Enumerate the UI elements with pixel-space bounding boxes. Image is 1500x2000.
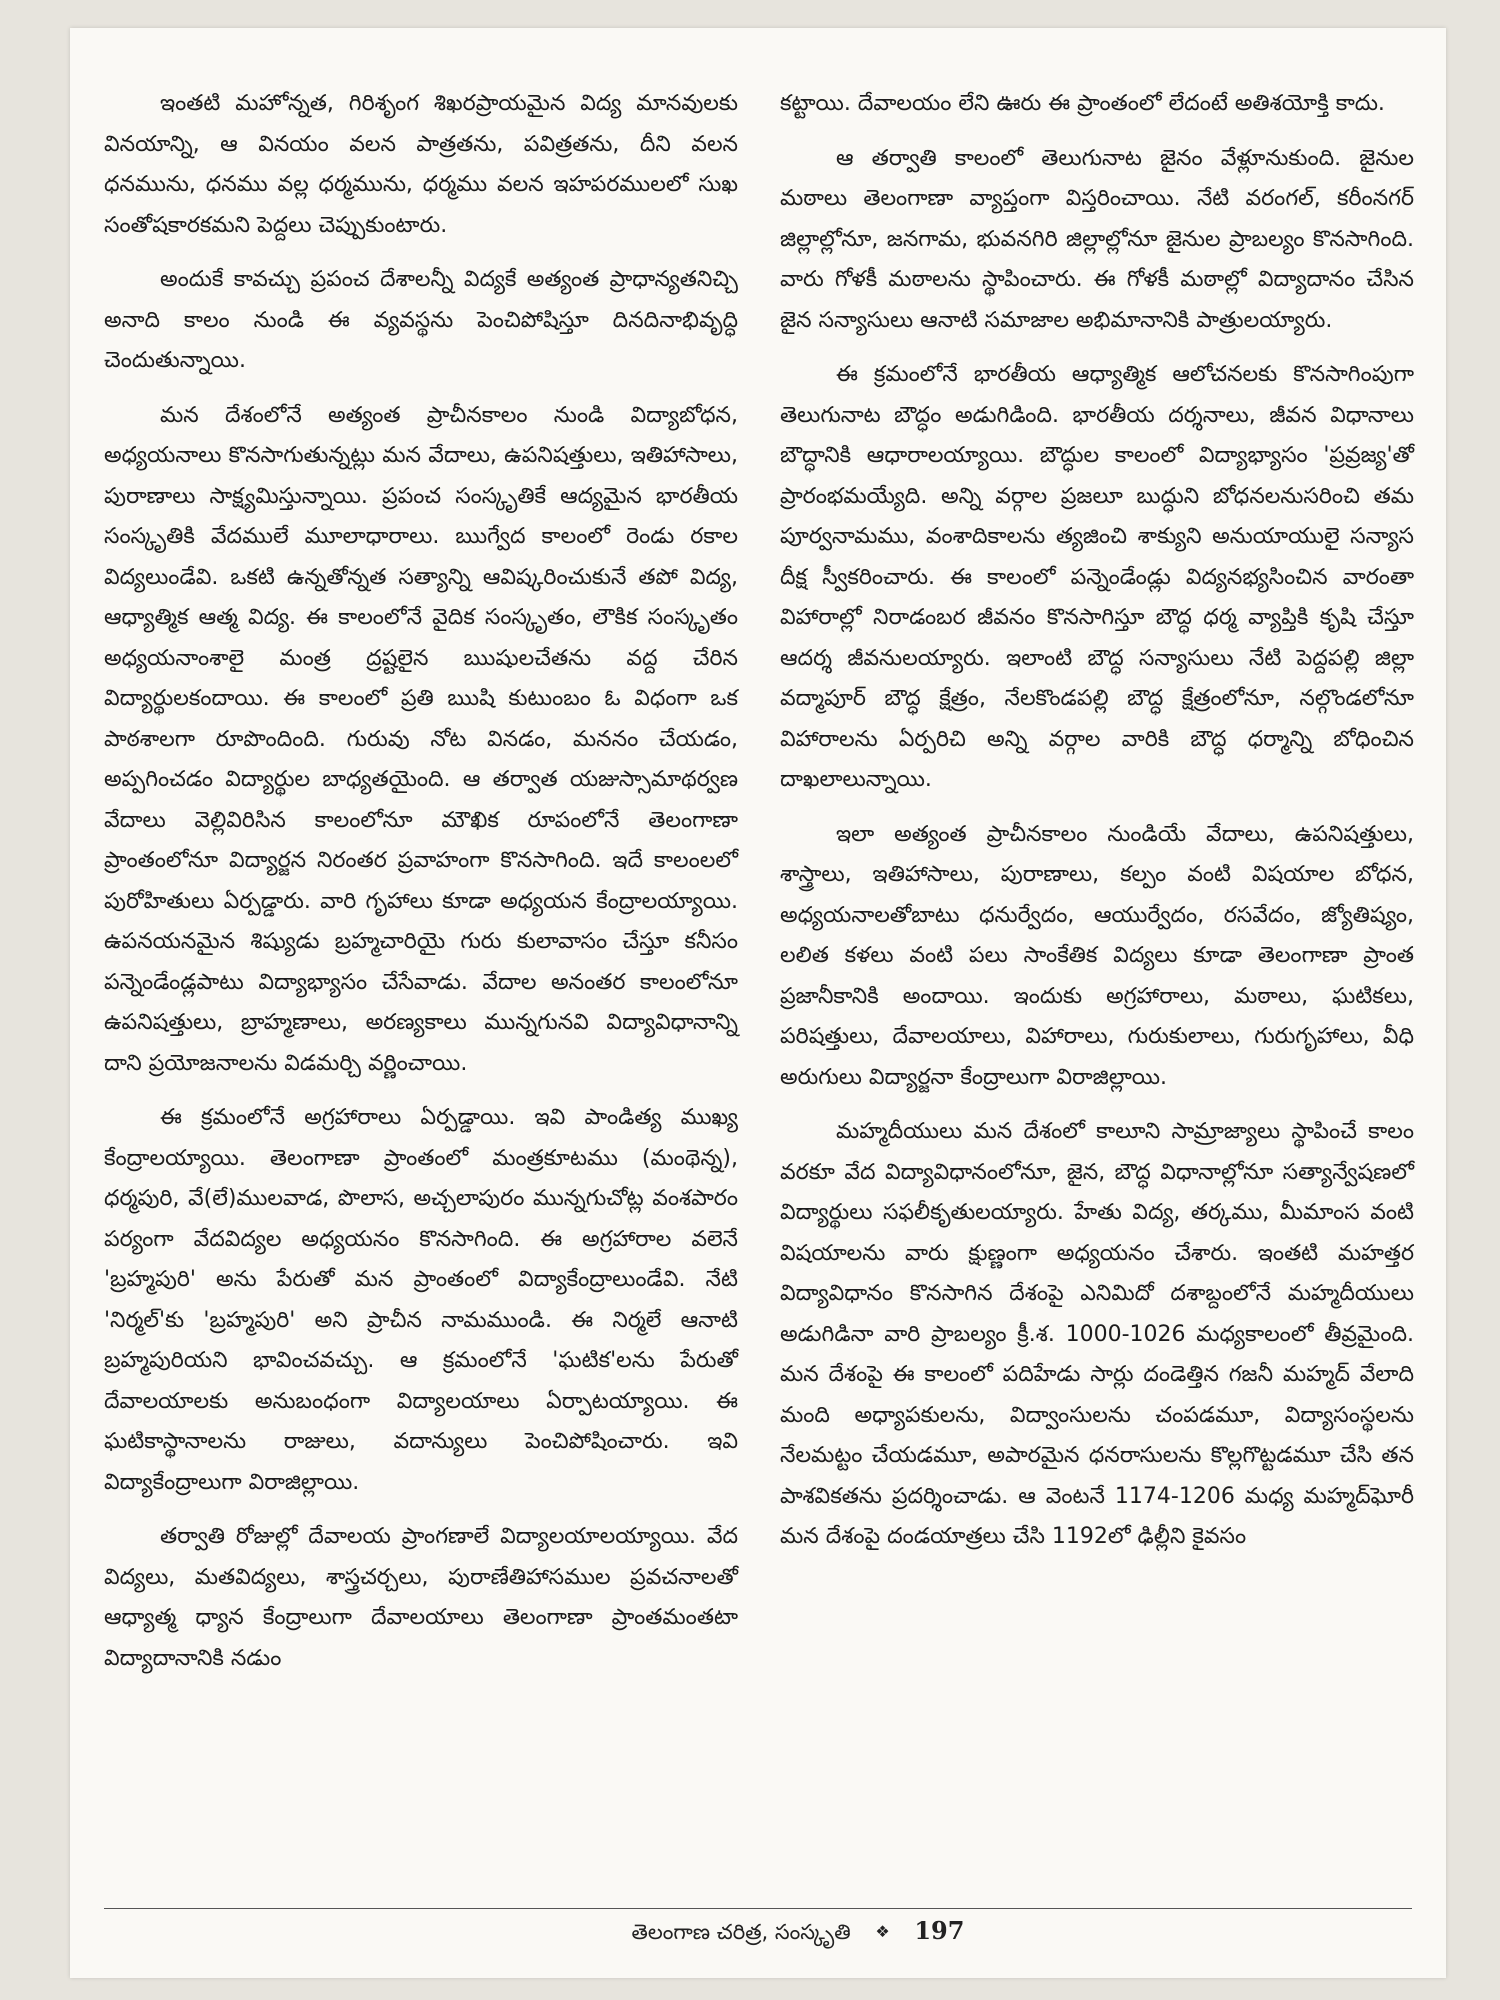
paragraph: మహ్మదీయులు మన దేశంలో కాలూని సామ్రాజ్యాలు స్థాపించే కాలం వరకూ వేద విద్యావిధానంలోనూ, జైన, బౌద్ధ విధానాల్లోనూ సత్యాన్వేషణలో విద్యార్థులు సఫలీకృతులయ్యారు. హేతు విద్య, తర్కము, మీమాంస వంటి విషయాలను వారు క్షుణ్ణంగా అధ్యయనం చేశారు. ఇంతటి మహత్తర విద్యావిధానం కొనసాగిన దేశంపై ఎనిమిదో దశాబ్దంలోనే మహ్మదీయులు అడుగిడినా వారి ప్రాబల్యం క్రీ.శ. 1000-1026 మధ్యకాలంలో తీవ్రమైంది. మన దేశంపై ఈ కాలంలో పదిహేడు సార్లు దండెత్తిన గజనీ మహ్మద్ వేలాది మంది అధ్యాపకులను, విద్వాంసులను చంపడమూ, విద్యాసంస్థలను నేలమట్టం చేయడమూ, అపారమైన ధనరాసులను కొల్లగొట్టడమూ చేసి తన పాశవికతను ప్రదర్శించాడు. ఆ వెంటనే 1174-1206 మధ్య మహ్మద్‌ఘోరీ మన దేశంపై దండయాత్రలు చేసి 1192లో ఢిల్లీని కైవసం bbox=[780, 1119, 1414, 1549]
paragraph: మన దేశంలోనే అత్యంత ప్రాచీనకాలం నుండి విద్యాబోధన, అధ్యయనాలు కొనసాగుతున్నట్లు మన వేదాలు, ఉపనిషత్తులు, ఇతిహాసాలు, పురాణాలు సాక్ష్యమిస్తున్నాయి. ప్రపంచ సంస్కృతికే ఆద్యమైన భారతీయ సంస్కృతికి వేదములే మూలాధారాలు. ఋగ్వేద కాలంలో రెండు రకాల విద్యలుండేవి. ఒకటి ఉన్నతోన్నత సత్యాన్ని ఆవిష్కరించుకునే తపో విద్య, ఆధ్యాత్మిక ఆత్మ విద్య. ఈ కాలంలోనే వైదిక సంస్కృతం, లౌకిక సంస్కృతం అధ్యయనాంశాలై మంత్ర ద్రష్టలైన ఋషులచేతను వద్ద చేరిన విద్యార్థులకందాయి. ఈ కాలంలో ప్రతి ఋషి కుటుంబం ఓ విధంగా ఒక పాఠశాలగా రూపొందింది. గురువు నోట వినడం, మననం చేయడం, అప్పగించడం విద్యార్థుల బాధ్యతయైంది. ఆ తర్వాత యజుస్సామాథర్వణ వేదాలు వెల్లివిరిసిన కాలంలోనూ మౌఖిక రూపంలోనే తెలంగాణా ప్రాంతంలోనూ విద్యార్జన నిరంతర ప్రవాహంగా కొనసాగింది. ఇదే కాలంలలో పురోహితులు ఏర్పడ్డారు. వారి గృహాలు కూడా అధ్యయన కేంద్రాలయ్యాయి. ఉపనయనమైన శిష్యుడు బ్రహ్మచారియై గురు కులావాసం చేస్తూ కనీసం పన్నెండేండ్లపాటు విద్యాభ్యాసం చేసేవాడు. వేదాల అనంతర కాలంలోనూ ఉపనిషత్తులు, బ్రాహ్మణాలు, అరణ్యకాలు మున్నగునవి విద్యావిధానాన్ని దాని ప్రయోజనాలను విడమర్చి వర్ణించాయి. bbox=[104, 402, 738, 1076]
page-footer bbox=[70, 1916, 1446, 1950]
paragraph: అందుకే కావచ్చు ప్రపంచ దేశాలన్నీ విద్యకే అత్యంత ప్రాధాన్యతనిచ్చి అనాది కాలం నుండి ఈ వ్యవస్థను పెంచిపోషిస్తూ దినదినాభివృద్ధి చెందుతున్నాయి. bbox=[104, 267, 738, 373]
book-page bbox=[70, 28, 1446, 1978]
paragraph: ఆ తర్వాతి కాలంలో తెలుగునాట జైనం వేళ్లూనుకుంది. జైనుల మఠాలు తెలంగాణా వ్యాప్తంగా విస్తరించాయి. నేటి వరంగల్, కరీంనగర్ జిల్లాల్లోనూ, జనగామ, భువనగిరి జిల్లాల్లోనూ జైనుల ప్రాబల్యం కొనసాగింది. వారు గోళకీ మఠాలను స్థాపించారు. ఈ గోళకీ మఠాల్లో విద్యాదానం చేసిన జైన సన్యాసులు ఆనాటి సమాజాల అభిమానానికి పాత్రులయ్యారు. bbox=[780, 145, 1414, 333]
paragraph: ఈ క్రమంలోనే అగ్రహారాలు ఏర్పడ్డాయి. ఇవి పాండిత్య ముఖ్య కేంద్రాలయ్యాయి. తెలంగాణా ప్రాంతంలో మంత్రకూటము (మంథెన్న), ధర్మపురి, వే(లే)ములవాడ, పొలాస, అచ్చలాపురం మున్నగుచోట్ల వంశపారం పర్యంగా వేదవిద్యల అధ్యయనం కొనసాగింది. ఈ అగ్రహారాల వలెనే 'బ్రహ్మపురి' అను పేరుతో మన ప్రాంతంలో విద్యాకేంద్రాలుండేవి. నేటి 'నిర్మల్'కు 'బ్రహ్మపురి' అని ప్రాచీన నామముండి. ఈ నిర్మలే ఆనాటి బ్రహ్మపురియని భావించవచ్చు. ఆ క్రమంలోనే 'ఘటిక'లను పేరుతో దేవాలయాలకు అనుబంధంగా విద్యాలయాలు ఏర్పాటయ్యాయి. ఈ ఘటికాస్థానాలను రాజులు, వదాన్యులు పెంచిపోషించారు. ఇవి విద్యాకేంద్రాలుగా విరాజిల్లాయి. bbox=[104, 1105, 738, 1495]
paragraph: తర్వాతి రోజుల్లో దేవాలయ ప్రాంగణాలే విద్యాలయాలయ్యాయి. వేద విద్యలు, మతవిద్యలు, శాస్త్రచర్చలు, పురాణేతిహాసముల ప్రవచనాలతో ఆధ్యాత్మ ధ్యాన కేంద్రాలుగా దేవాలయాలు తెలంగాణా ప్రాంతమంతటా విద్యాదానానికి నడుం bbox=[104, 1524, 738, 1671]
paragraph: కట్టాయి. దేవాలయం లేని ఊరు ఈ ప్రాంతంలో లేదంటే అతిశయోక్తి కాదు. bbox=[780, 91, 1385, 116]
right-column bbox=[780, 84, 1414, 1572]
left-column bbox=[104, 84, 738, 1693]
diamond-separator-icon: ❖ bbox=[875, 1922, 890, 1941]
paragraph: ఇంతటి మహోన్నత, గిరిశృంగ శిఖరప్రాయమైన విద్య మానవులకు వినయాన్ని, ఆ వినయం వలన పాత్రతను, పవిత్రతను, దీని వలన ధనమును, ధనము వల్ల ధర్మమును, ధర్మము వలన ఇహపరములలో సుఖ సంతోషకారకమని పెద్దలు చెప్పుకుంటారు. bbox=[104, 91, 738, 238]
paragraph: ఇలా అత్యంత ప్రాచీనకాలం నుండియే వేదాలు, ఉపనిషత్తులు, శాస్త్రాలు, ఇతిహాసాలు, పురాణాలు, కల్పం వంటి విషయాల బోధన, అధ్యయనాలతోబాటు ధనుర్వేదం, ఆయుర్వేదం, రసవేదం, జ్యోతిష్యం, లలిత కళలు వంటి పలు సాంకేతిక విద్యలు కూడా తెలంగాణా ప్రాంత ప్రజానీకానికి అందాయి. ఇందుకు అగ్రహారాలు, మఠాలు, ఘటికలు, పరిషత్తులు, దేవాలయాలు, విహారాలు, గురుకులాలు, గురుగృహాలు, వీధి అరుగులు విద్యార్జనా కేంద్రాలుగా విరాజిల్లాయి. bbox=[780, 821, 1414, 1090]
book-title: తెలంగాణ చరిత్ర, సంస్కృతి bbox=[631, 1920, 851, 1944]
footer-divider bbox=[104, 1908, 1412, 1909]
page-number: 197 bbox=[914, 1916, 965, 1945]
paragraph: ఈ క్రమంలోనే భారతీయ ఆధ్యాత్మిక ఆలోచనలకు కొనసాగింపుగా తెలుగునాట బౌద్ధం అడుగిడింది. భారతీయ దర్శనాలు, జీవన విధానాలు బౌద్ధానికి ఆధారాలయ్యాయి. బౌద్ధుల కాలంలో విద్యాభ్యాసం 'ప్రవ్రజ్య'తో ప్రారంభమయ్యేది. అన్ని వర్గాల ప్రజలూ బుద్ధుని బోధనలనుసరించి తమ పూర్వనామము, వంశాదికాలను త్యజించి శాక్యుని అనుయాయులై సన్యాస దీక్ష స్వీకరించారు. ఈ కాలంలో పన్నెండేండ్లు విద్యనభ్యసించిన వారంతా విహారాల్లో నిరాడంబర జీవనం కొనసాగిస్తూ బౌద్ధ ధర్మ వ్యాప్తికి కృషి చేస్తూ ఆదర్శ జీవనులయ్యారు. ఇలాంటి బౌద్ధ సన్యాసులు నేటి పెద్దపల్లి జిల్లా వద్మాపూర్ బౌద్ధ క్షేత్రం, నేలకొండపల్లి బౌద్ధ క్షేత్రంలోనూ, నల్గొండలోనూ విహారాలను ఏర్పరిచి అన్ని వర్గాల వారికి బౌద్ధ ధర్మాన్ని బోధించిన దాఖలాలున్నాయి. bbox=[780, 362, 1414, 792]
